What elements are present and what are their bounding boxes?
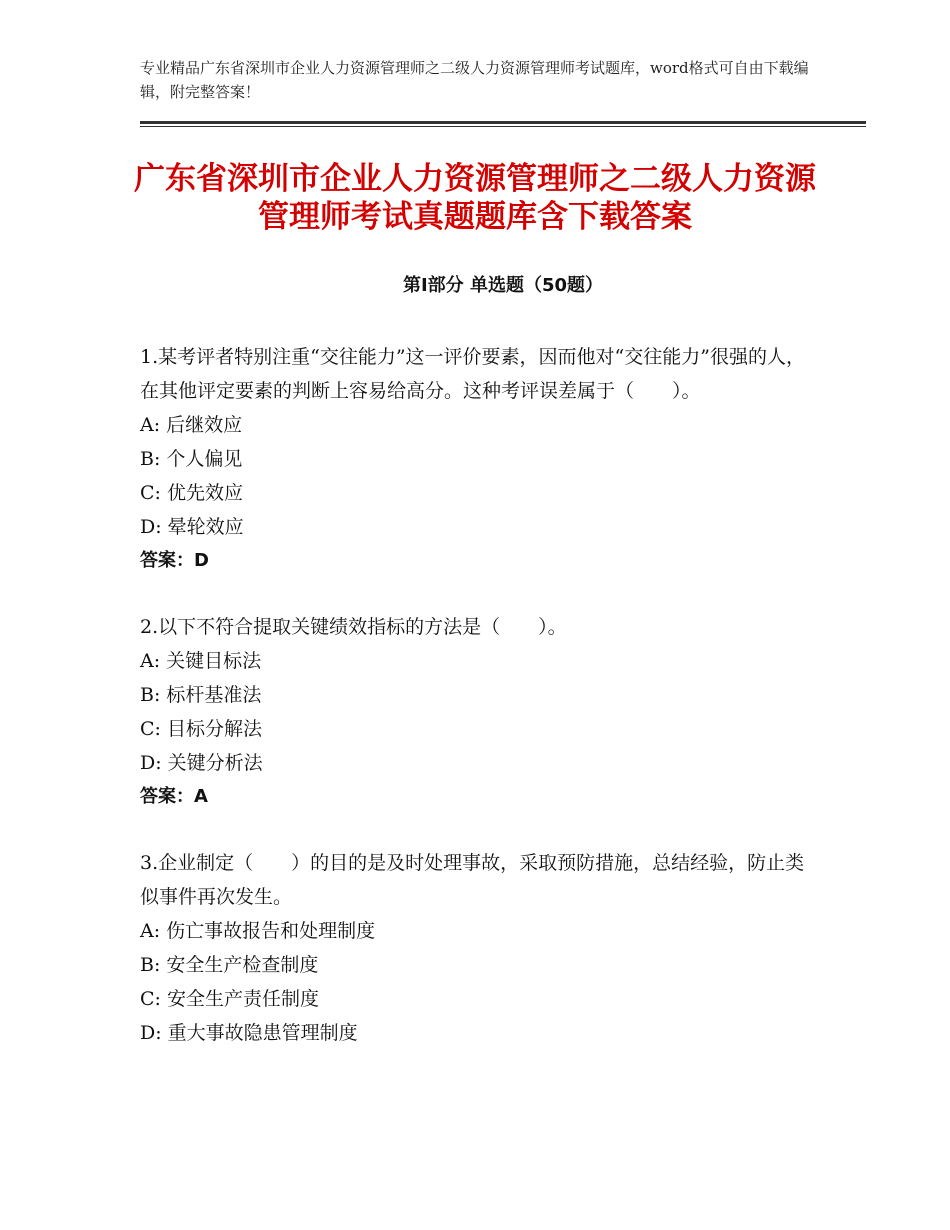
question-3 bbox=[140, 846, 820, 1050]
section-title: 第Ⅰ部分 单选题（50题） bbox=[402, 275, 603, 296]
option-d: D: 重大事故隐患管理制度 bbox=[140, 1022, 358, 1044]
option-c: C: 安全生产责任制度 bbox=[140, 988, 319, 1010]
option-d: D: 关键分析法 bbox=[140, 752, 263, 774]
question-2 bbox=[140, 610, 820, 814]
document-title: 广东省深圳市企业人力资源管理师之二级人力资源管理师考试真题题库含下载答案 bbox=[134, 161, 816, 235]
question-1 bbox=[140, 340, 820, 578]
option-c: C: 优先效应 bbox=[140, 482, 243, 504]
option-a: A: 后继效应 bbox=[140, 414, 243, 436]
answer: 答案：D bbox=[140, 550, 209, 571]
question-stem: 3.企业制定（ ）的目的是及时处理事故，采取预防措施，总结经验，防止类似事件再次发生。 bbox=[140, 852, 805, 908]
option-b: B: 个人偏见 bbox=[140, 448, 243, 470]
option-a: A: 关键目标法 bbox=[140, 650, 262, 672]
question-stem: 2.以下不符合提取关键绩效指标的方法是（ ）。 bbox=[140, 616, 567, 638]
header-rule-thin bbox=[140, 126, 866, 127]
option-b: B: 标杆基准法 bbox=[140, 684, 262, 706]
question-stem: 1.某考评者特别注重“交往能力”这一评价要素，因而他对“交往能力”很强的人，在其他评定要素的判断上容易给高分。这种考评误差属于（ ）。 bbox=[140, 346, 805, 402]
option-c: C: 目标分解法 bbox=[140, 718, 262, 740]
header-note: 专业精品广东省深圳市企业人力资源管理师之二级人力资源管理师考试题库，word格式可自由下载编辑，附完整答案！ bbox=[140, 59, 809, 101]
option-d: D: 晕轮效应 bbox=[140, 516, 244, 538]
header-rule-thick bbox=[140, 121, 866, 124]
option-a: A: 伤亡事故报告和处理制度 bbox=[140, 920, 376, 942]
option-b: B: 安全生产检查制度 bbox=[140, 954, 319, 976]
answer: 答案：A bbox=[140, 786, 208, 807]
question-list bbox=[140, 340, 820, 1082]
